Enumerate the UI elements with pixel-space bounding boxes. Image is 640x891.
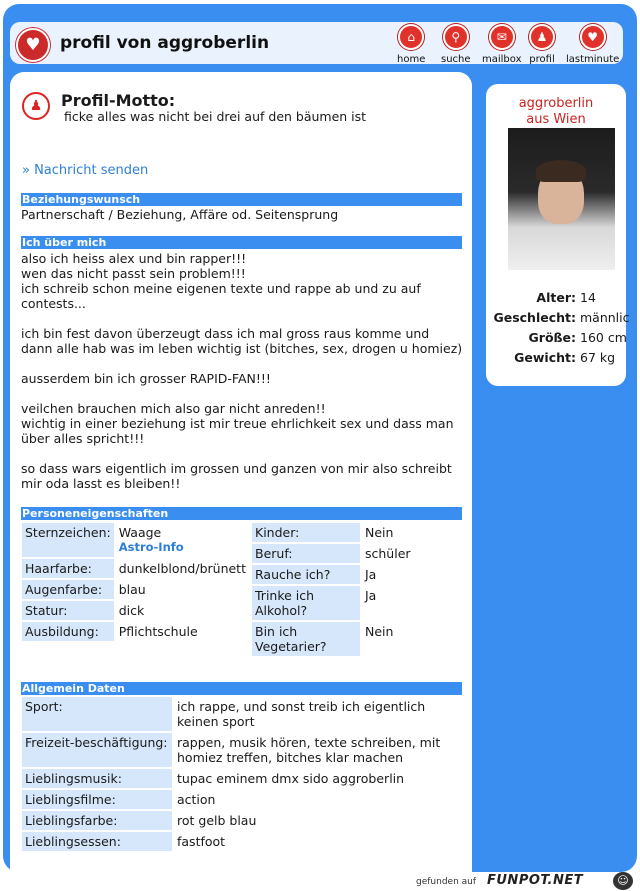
table-row: [252, 544, 460, 563]
nav-lastminute[interactable]: [566, 24, 619, 65]
label-haarfarbe: Haarfarbe:: [22, 559, 114, 578]
photo-hair: [536, 160, 586, 182]
stat-value: 160 cm: [580, 330, 627, 345]
label-alkohol: Trinke ich Alkohol?: [252, 586, 360, 620]
label-filme: Lieblingsfilme:: [22, 790, 172, 809]
stat-value: 14: [580, 290, 596, 305]
table-row: [252, 565, 460, 584]
label-kinder: Kinder:: [252, 523, 360, 542]
stat-row: [486, 310, 630, 330]
nav-mailbox-label[interactable]: mailbox: [482, 54, 522, 65]
section-header-ueber: Ich über mich: [21, 236, 462, 249]
value-freizeit: rappen, musik hören, texte schreiben, mit homiez treffen, bitches klar machen: [177, 735, 441, 765]
table-row: [22, 622, 249, 641]
watermark-found-text: gefunden auf: [416, 877, 477, 887]
table-row: [252, 622, 460, 656]
nav-profil-label[interactable]: profil: [529, 54, 555, 65]
stat-label: Geschlecht:: [493, 310, 576, 325]
label-statur: Statur:: [22, 601, 114, 620]
value-filme: action: [177, 792, 216, 807]
label-sternzeichen: Sternzeichen:: [22, 523, 114, 557]
value-ausbildung: Pflichtschule: [118, 624, 198, 639]
label-beruf: Beruf:: [252, 544, 360, 563]
nav-suche[interactable]: [441, 24, 471, 65]
label-musik: Lieblingsmusik:: [22, 769, 172, 788]
label-ausbildung: Ausbildung:: [22, 622, 114, 641]
nav-mailbox[interactable]: [482, 24, 522, 65]
watermark-footer: [0, 872, 640, 891]
person-icon: ♟: [22, 92, 50, 120]
value-rauche: Ja: [365, 567, 377, 582]
profile-sidebar: [486, 84, 630, 386]
label-essen: Lieblingsessen:: [22, 832, 172, 851]
value-kinder: Nein: [365, 525, 394, 540]
send-message-link[interactable]: » Nachricht senden: [22, 163, 149, 178]
stat-label: Größe:: [528, 330, 576, 345]
table-row: [22, 580, 249, 599]
label-augenfarbe: Augenfarbe:: [22, 580, 114, 599]
label-rauche: Rauche ich?: [252, 565, 360, 584]
table-row: [22, 811, 462, 830]
nav-suche-label[interactable]: suche: [441, 54, 471, 65]
mail-icon[interactable]: ✉: [489, 24, 515, 50]
stat-row: [486, 330, 626, 350]
motto-text: ficke alles was nicht bei drei auf den bäumen ist: [64, 109, 367, 124]
watermark-badge-icon: ☺: [613, 872, 633, 890]
section-header-beziehung: Beziehungswunsch: [21, 193, 462, 206]
section-header-personen: Personeneigenschaften: [21, 507, 462, 520]
nav-lastminute-label[interactable]: lastminute: [566, 54, 620, 65]
table-row: [252, 586, 460, 620]
personen-table-right: [250, 521, 462, 658]
nav-profil[interactable]: [529, 24, 555, 65]
stat-row: [486, 290, 626, 310]
stat-value: männlic: [580, 310, 630, 325]
personen-table-left: [20, 521, 251, 643]
profile-location: aus Wien: [526, 112, 586, 127]
motto-heading: Profil-Motto:: [61, 91, 176, 110]
table-row: [22, 601, 249, 620]
value-sternzeichen: [116, 523, 249, 557]
label-vegetarier: Bin ich Vegetarier?: [252, 622, 360, 656]
value-farbe: rot gelb blau: [177, 813, 257, 828]
table-row: [22, 832, 462, 851]
label-freizeit: Freizeit-beschäftigung:: [22, 733, 172, 767]
label-farbe: Lieblingsfarbe:: [22, 811, 172, 830]
profile-stats: [486, 290, 630, 370]
stat-value: 67 kg: [580, 350, 616, 365]
table-row: [22, 559, 249, 578]
table-row: [22, 733, 462, 767]
table-row: [22, 523, 249, 557]
value-vegetarier: Nein: [365, 624, 394, 639]
stat-label: Gewicht:: [514, 350, 576, 365]
stat-label: Alter:: [536, 290, 576, 305]
profile-photo[interactable]: [508, 128, 615, 270]
search-icon[interactable]: ⚲: [443, 24, 469, 50]
astro-info-link[interactable]: Astro-Info: [118, 540, 184, 554]
heart-logo-icon[interactable]: ♥: [16, 28, 50, 62]
beziehung-text: Partnerschaft / Beziehung, Affäre od. Seitensprung: [21, 207, 339, 222]
value-musik: tupac eminem dmx sido aggroberlin: [177, 771, 405, 786]
nav-home[interactable]: [397, 24, 425, 65]
table-row: [252, 523, 460, 542]
profile-name: aggroberlin: [518, 96, 594, 111]
value-sport: ich rappe, und sonst treib ich eigentlich keinen sport: [177, 699, 426, 729]
table-row: [22, 769, 462, 788]
table-row: [22, 790, 462, 809]
page-title: profil von aggroberlin: [60, 33, 270, 53]
home-icon[interactable]: ⌂: [398, 24, 424, 50]
value-essen: fastfoot: [177, 834, 226, 849]
value-augenfarbe: blau: [118, 582, 146, 597]
value-statur: dick: [118, 603, 145, 618]
nav-home-label[interactable]: home: [397, 54, 426, 65]
section-header-allgemein: Allgemein Daten: [21, 682, 462, 695]
label-sport: Sport:: [22, 697, 172, 731]
watermark-site-text: FUNPOT.NET: [487, 873, 584, 888]
stat-row: [486, 350, 626, 370]
person-icon[interactable]: ♟: [529, 24, 555, 50]
value-haarfarbe: dunkelblond/brünett: [118, 561, 246, 576]
allgemein-table: [20, 695, 464, 853]
lastminute-icon[interactable]: ♥: [580, 24, 606, 50]
value-alkohol: Ja: [365, 588, 377, 603]
ueber-text: also ich heiss alex und bin rapper!!! wen das nicht passt sein problem!!! ich schreib schon meine eigenen texte und rappe ab und zu auf contests... ich bin fest davon überzeugt dass ich mal gross raus komme und dann alle hab was im leben wichtig ist (bitches, sex, drogen u homiez) ausserdem bin ich grosser RAPID-FAN!!! veilchen brauchen mich also gar nicht anreden!! wichtig in einer beziehung ist mir treue ehrlichkeit sex und dass man über alles spricht!!! so dass wars eigentlich im grossen und ganzen von mir also schreibt mir oda lasst es bleiben!!: [21, 251, 463, 491]
table-row: [22, 697, 462, 731]
value-sternzeichen-text: Waage: [118, 525, 162, 540]
value-beruf: schüler: [365, 546, 411, 561]
